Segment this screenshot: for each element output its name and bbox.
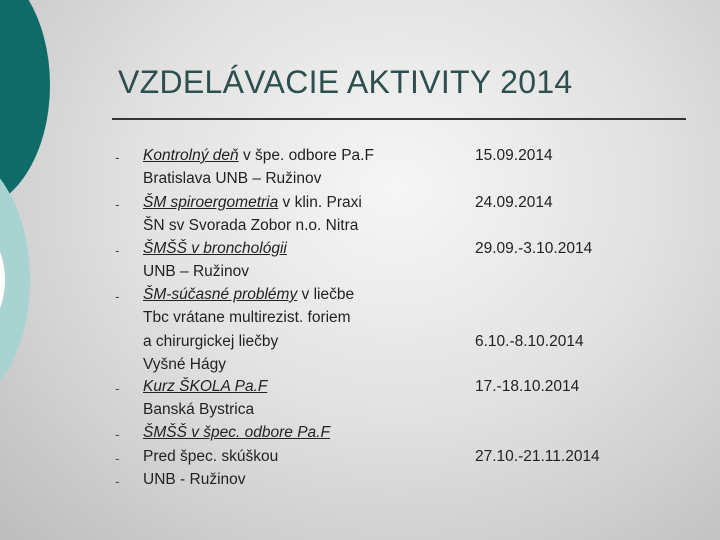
activity-line — [0, 333, 720, 355]
activity-text — [143, 424, 330, 442]
activity-line — [0, 170, 720, 192]
activity-text — [143, 378, 267, 396]
activity-text — [143, 286, 354, 304]
activity-line — [0, 217, 720, 239]
bullet-marker: - — [115, 288, 120, 304]
activity-line — [0, 424, 720, 446]
activity-detail: a chirurgickej liečby — [143, 333, 279, 350]
activity-line — [0, 147, 720, 169]
activity-text — [143, 448, 278, 466]
activity-text — [143, 170, 321, 188]
activity-detail: Pred špec. skúškou — [143, 448, 279, 465]
activity-heading: Kurz ŠKOLA Pa.F — [143, 378, 268, 395]
activity-text — [143, 333, 278, 351]
bullet-marker: - — [115, 242, 120, 258]
activity-text — [143, 356, 226, 374]
activity-text — [143, 471, 246, 489]
activity-detail: Bratislava UNB – Ružinov — [143, 170, 322, 187]
activity-line — [0, 263, 720, 285]
activity-line — [0, 378, 720, 400]
activity-heading: ŠMŠŠ v bronchológii — [143, 240, 287, 257]
activity-heading: ŠMŠŠ v špec. odbore Pa.F — [143, 424, 330, 441]
activity-line — [0, 471, 720, 493]
bullet-marker: - — [115, 149, 120, 165]
activity-line — [0, 240, 720, 262]
activity-date: 27.10.-21.11.2014 — [475, 448, 600, 465]
activity-heading: ŠM spiroergometria — [143, 194, 279, 211]
activity-detail: v klin. Praxi — [278, 194, 362, 211]
activity-heading: Kontrolný deň — [143, 147, 239, 164]
activity-text — [143, 401, 254, 419]
activity-detail: UNB – Ružinov — [143, 263, 249, 280]
activity-text — [143, 217, 358, 235]
activity-text — [143, 194, 362, 212]
activity-date: 6.10.-8.10.2014 — [475, 333, 584, 350]
activity-date: 29.09.-3.10.2014 — [475, 240, 593, 257]
activity-line — [0, 286, 720, 308]
activity-line — [0, 448, 720, 470]
bullet-marker: - — [115, 380, 120, 396]
activity-text — [143, 309, 351, 327]
activity-heading: ŠM-súčasné problémy — [143, 286, 298, 303]
activity-detail: UNB - Ružinov — [143, 471, 246, 488]
bullet-marker: - — [115, 196, 120, 212]
activity-text — [143, 240, 287, 258]
activity-line — [0, 309, 720, 331]
activity-detail: v špe. odbore Pa.F — [238, 147, 374, 164]
bullet-marker: - — [115, 450, 120, 466]
activity-line — [0, 194, 720, 216]
activity-line — [0, 401, 720, 423]
activity-line — [0, 356, 720, 378]
activity-detail: ŠN sv Svorada Zobor n.o. Nitra — [143, 217, 359, 234]
activity-date: 17.-18.10.2014 — [475, 378, 580, 395]
activity-text — [143, 147, 374, 165]
activity-detail: Banská Bystrica — [143, 401, 255, 418]
bullet-marker: - — [115, 473, 120, 489]
activity-detail: Vyšné Hágy — [143, 356, 226, 373]
activity-detail: Tbc vrátane multirezist. foriem — [143, 309, 351, 326]
activity-date: 24.09.2014 — [475, 194, 553, 211]
activity-detail: v liečbe — [297, 286, 355, 303]
slide-title: VZDELÁVACIE AKTIVITY 2014 — [118, 64, 573, 100]
title-underline — [112, 118, 686, 120]
activity-text — [143, 263, 249, 281]
activity-date: 15.09.2014 — [475, 147, 553, 164]
bullet-marker: - — [115, 426, 120, 442]
